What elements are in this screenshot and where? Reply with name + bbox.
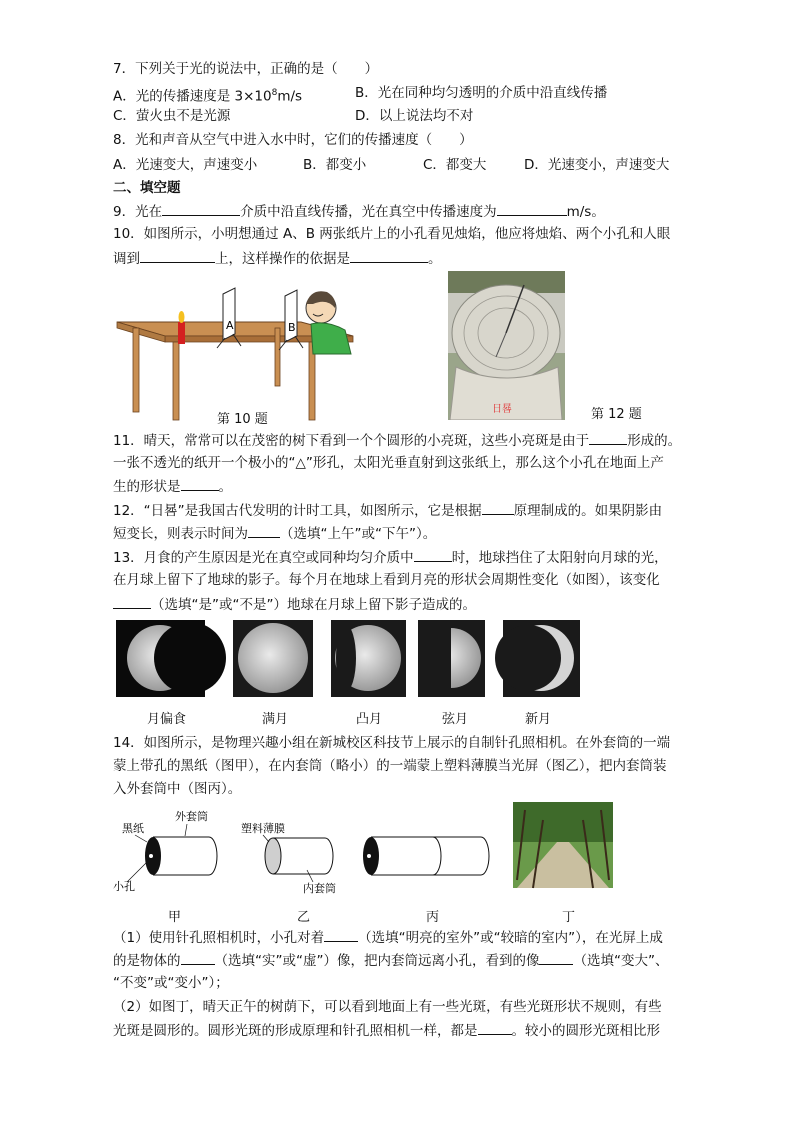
q12-line-1: 12．“日晷”是我国古代发明的计时工具，如图所示，它是根据 原理制成的。如果阴影由 xyxy=(113,500,662,521)
q11-blank-1[interactable] xyxy=(589,430,627,445)
moon-label-5: 新月 xyxy=(525,712,552,727)
q14-line-3: 入外套筒中（图丙）。 xyxy=(113,781,242,797)
fig12-sundial-photo xyxy=(448,271,565,420)
q12-blank-2[interactable] xyxy=(248,523,280,538)
moon-label-3: 凸月 xyxy=(356,712,383,727)
q14-sub2-line-2: 光斑是圆形的。圆形光斑的形成原理和针孔照相机一样，都是 。较小的圆形光斑相比形 xyxy=(113,1020,660,1041)
q7-option-a: A．光的传播速度是 $3\times 10^8m/s$ xyxy=(113,88,303,105)
moon-phase-photos xyxy=(116,620,582,698)
q11-line-3: 生的形状是 。 xyxy=(113,476,232,497)
pinhole-camera-diagrams xyxy=(113,800,623,900)
q13-blank-2[interactable] xyxy=(113,594,151,609)
q14-sub1-line-2: 的是物体的 （选填“实”或“虚”）像，把内套筒远离小孔，看到的像 （选填“变大”、 xyxy=(113,950,668,971)
q7-option-b: B．光在同种均匀透明的介质中沿直线传播 xyxy=(355,85,608,101)
q11-blank-2[interactable] xyxy=(181,476,219,491)
q7-option-d: D．以上说法均不对 xyxy=(355,108,474,124)
moon-label-4: 弦月 xyxy=(442,712,469,727)
full-moon-icon xyxy=(238,623,308,693)
q9-blank-1[interactable] xyxy=(162,201,240,216)
q14-blank-2[interactable] xyxy=(181,950,215,965)
q13-line-3: （选填“是”或“不是”）地球在月球上留下影子造成的。 xyxy=(113,594,476,615)
fig10-table-illustration xyxy=(113,284,358,424)
q9-text: 9．光在 介质中沿直线传播，光在真空中传播速度为 m/s。 xyxy=(113,201,605,222)
q10-line-2: 调到 上，这样操作的依据是 。 xyxy=(113,248,442,269)
moon-label-1: 月偏食 xyxy=(147,712,187,727)
q8-option-b: B．都变小 xyxy=(303,157,367,173)
q14-line-1: 14．如图所示，是物理兴趣小组在新城校区科技节上展示的自制针孔照相机。在外套筒的一端 xyxy=(113,735,671,751)
q12-blank-1[interactable] xyxy=(482,500,514,515)
q8-stem: 8．光和声音从空气中进入水中时，它们的传播速度（ ） xyxy=(113,132,473,148)
svg-text:塑料薄膜: 塑料薄膜 xyxy=(241,822,285,835)
fig12-caption: 第 12 题 xyxy=(591,407,642,422)
q7-option-c: C．萤火虫不是光源 xyxy=(113,108,231,124)
q11-line-2: 一张不透光的纸开一个极小的“△”形孔，太阳光垂直射到这张纸上，那么这个小孔在地面上产 xyxy=(113,455,664,471)
section-heading: 二、填空题 xyxy=(113,180,181,196)
fig-bing-caption: 丙 xyxy=(426,910,440,925)
q10-blank-1[interactable] xyxy=(140,248,215,263)
svg-text:A: A xyxy=(226,319,234,332)
q12-line-2: 短变长，则表示时间为 （选填“上午”或“下午”）。 xyxy=(113,523,436,544)
svg-text:外套筒: 外套筒 xyxy=(175,810,208,823)
fig10-caption: 第 10 题 xyxy=(217,412,268,427)
q10-blank-2[interactable] xyxy=(350,248,428,263)
q14-sub1-line-3: “不变”或“变小”）； xyxy=(113,975,229,991)
q11-line-1: 11．晴天，常常可以在茂密的树下看到一个个圆形的小亮斑，这些小亮斑是由于 形成的。 xyxy=(113,430,681,451)
q8-option-d: D．光速变小，声速变大 xyxy=(524,157,670,173)
q8-option-c: C．都变大 xyxy=(423,157,487,173)
q14-line-2: 蒙上带孔的黑纸（图甲），在内套筒（略小）的一端蒙上塑料薄膜当光屏（图乙），把内套筒装 xyxy=(113,758,667,774)
fig-yi-caption: 乙 xyxy=(297,910,311,925)
fig-jia-caption: 甲 xyxy=(168,910,182,925)
svg-text:B: B xyxy=(288,321,296,334)
q14-blank-1[interactable] xyxy=(324,927,358,942)
moon-label-2: 满月 xyxy=(262,712,289,727)
q7-stem: 7．下列关于光的说法中，正确的是（ ） xyxy=(113,61,379,77)
svg-text:小孔: 小孔 xyxy=(113,880,135,893)
q14-sub1-line-1: （1）使用针孔照相机时，小孔对着 （选填“明亮的室外”或“较暗的室内”），在光屏上成 xyxy=(113,927,663,948)
svg-text:黑纸: 黑纸 xyxy=(122,822,144,835)
candle-icon xyxy=(178,322,185,344)
fig-ding-caption: 丁 xyxy=(562,910,576,925)
q14-blank-4[interactable] xyxy=(478,1020,512,1035)
q14-sub2-line-1: （2）如图丁，晴天正午的树荫下，可以看到地面上有一些光斑，有些光斑形状不规则，有些 xyxy=(113,999,662,1015)
q9-blank-2[interactable] xyxy=(497,201,567,216)
q13-line-2: 在月球上留下了地球的影子。每个月在地球上看到月亮的形状会周期性变化（如图），该变化 xyxy=(113,572,660,588)
q10-line-1: 10．如图所示，小明想通过 A、B 两张纸片上的小孔看见烛焰，他应将烛焰、两个小孔和人眼 xyxy=(113,226,671,242)
q13-blank-1[interactable] xyxy=(414,547,452,562)
svg-text:内套筒: 内套筒 xyxy=(303,882,336,895)
q13-line-1: 13．月食的产生原因是光在真空或同种均匀介质中 时，地球挡住了太阳射向月球的光， xyxy=(113,547,668,568)
watermark: 日晷 xyxy=(492,404,512,415)
q14-blank-3[interactable] xyxy=(539,950,573,965)
q8-option-a: A．光速变大，声速变小 xyxy=(113,157,258,173)
